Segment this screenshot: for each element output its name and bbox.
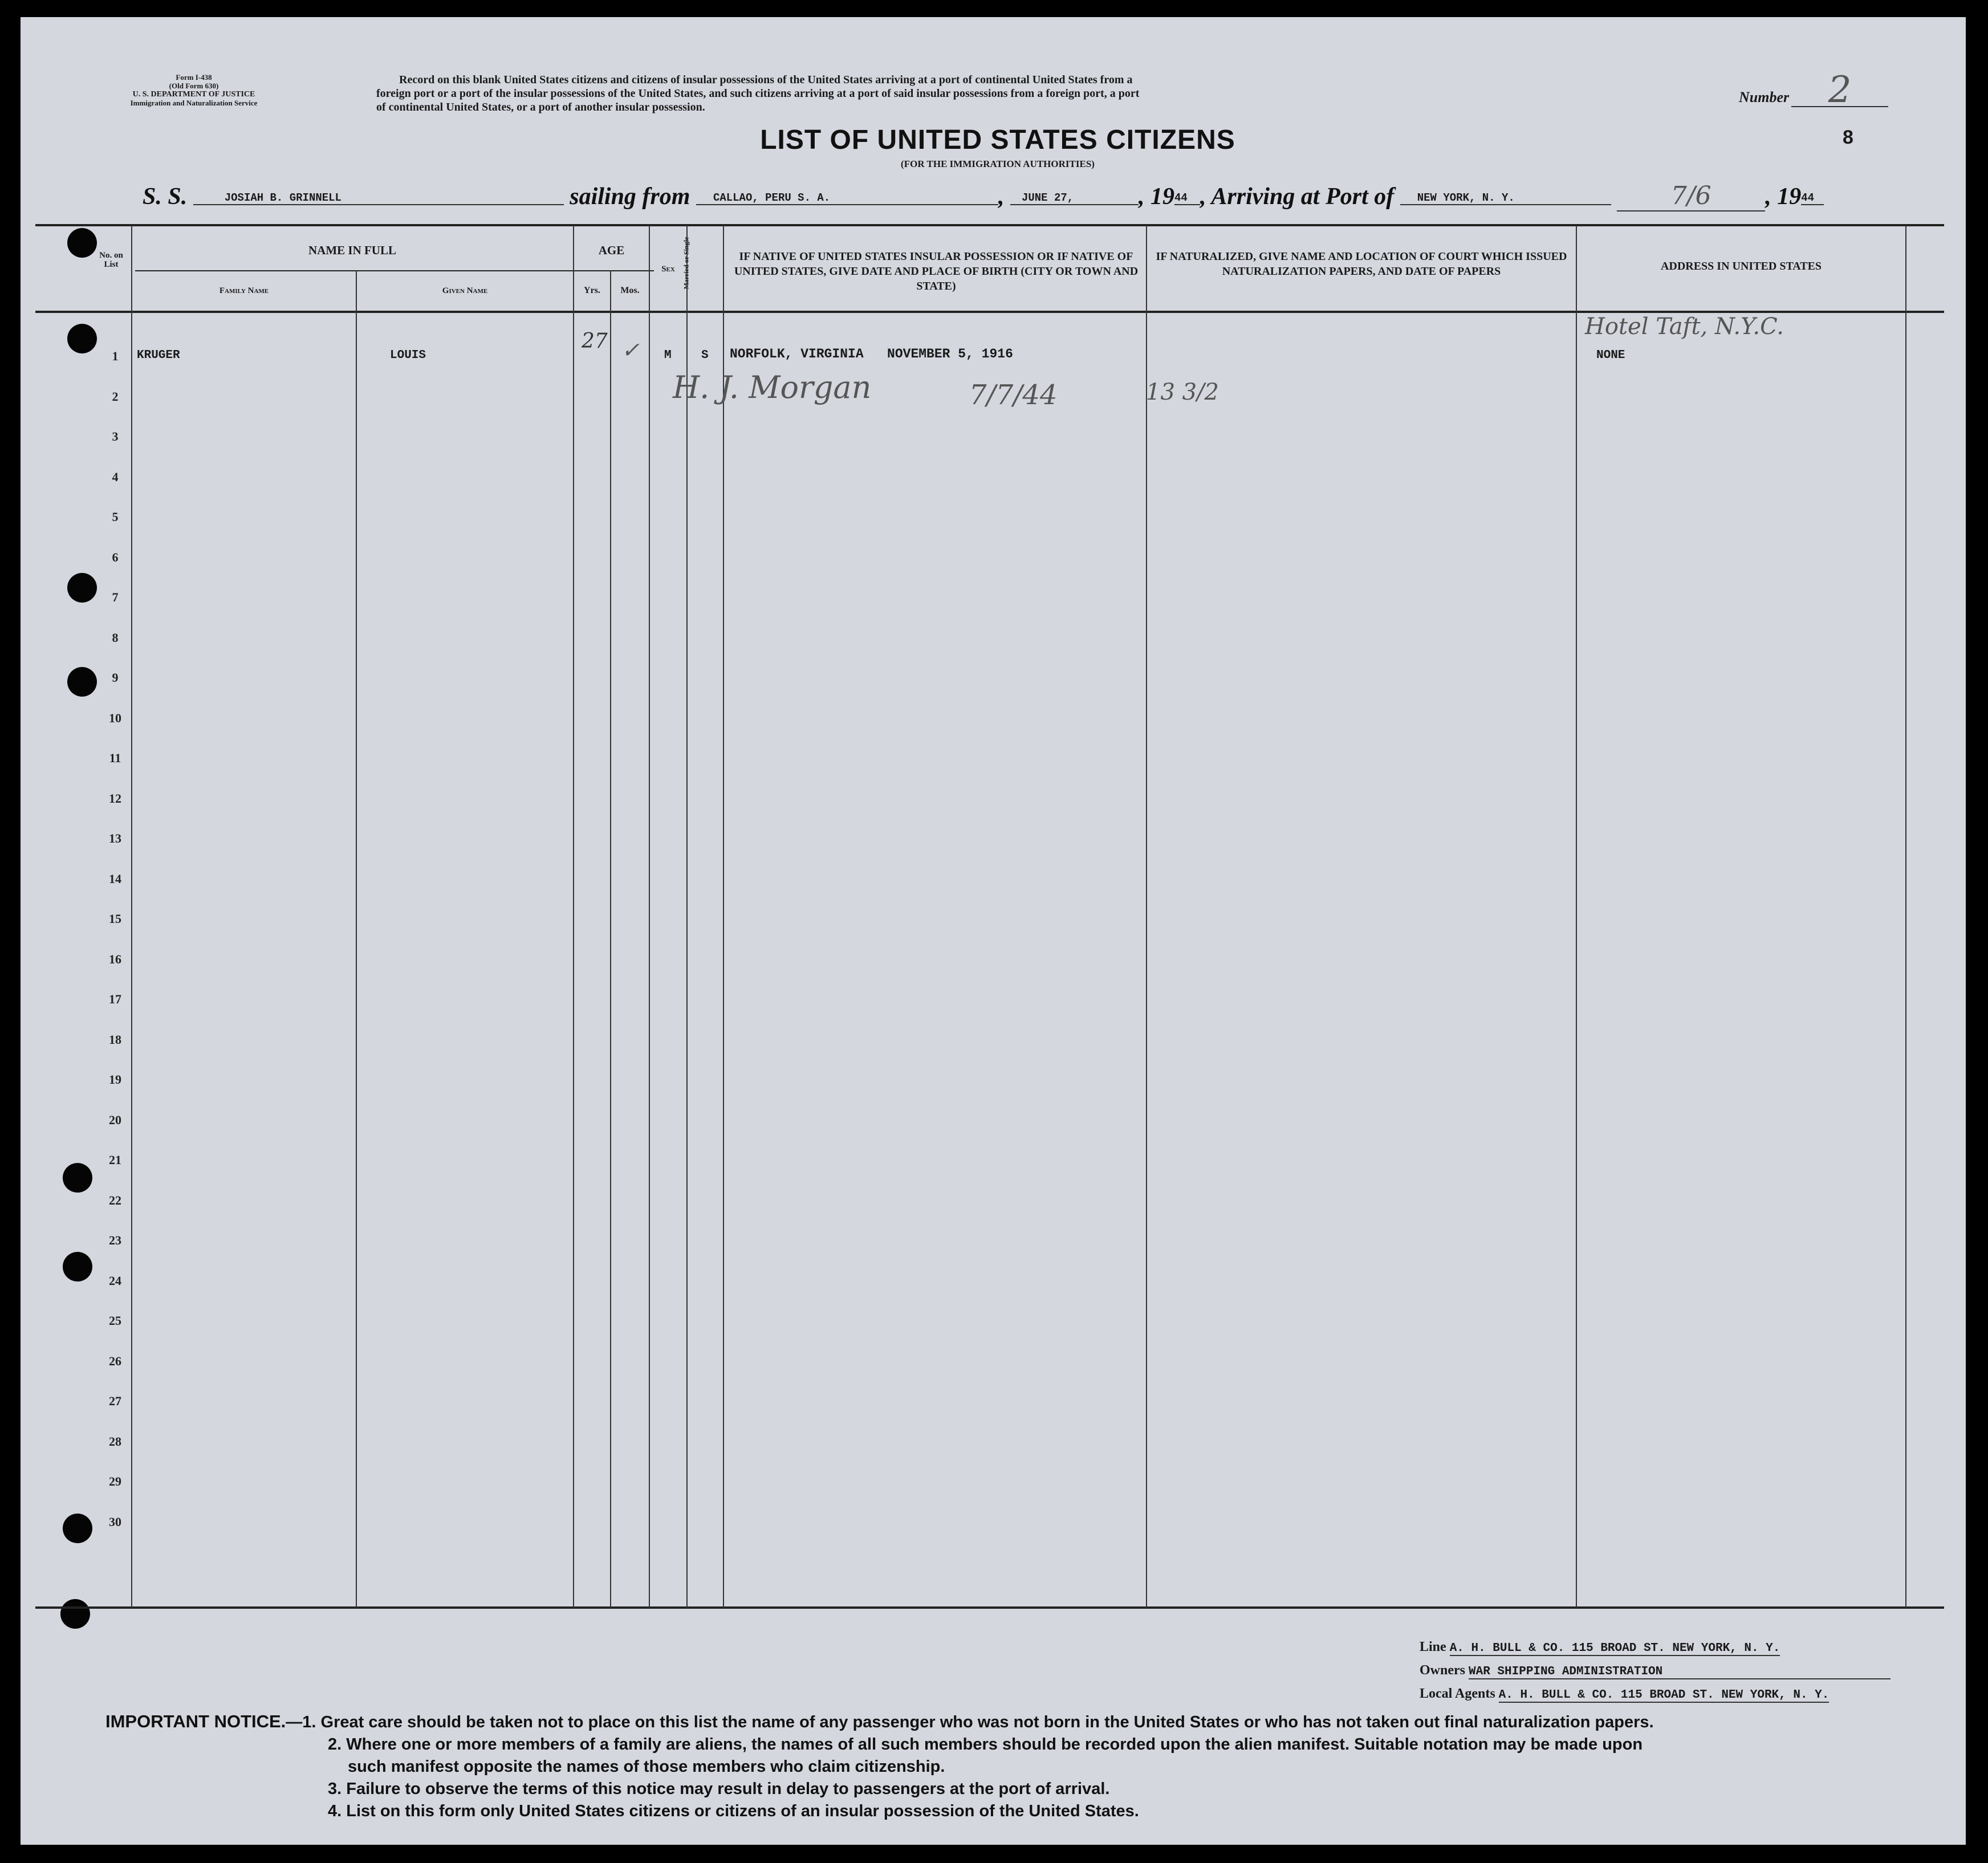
row-number: 9 [112, 670, 119, 685]
year-prefix-2: 19 [1777, 184, 1802, 210]
owners-label: Owners [1420, 1663, 1465, 1678]
entry-sex: M [664, 349, 672, 362]
row-number: 4 [112, 469, 119, 484]
sail-date: JUNE 27, [1010, 192, 1139, 205]
col-header-address: ADDRESS IN UNITED STATES [1660, 260, 1822, 272]
agents-value: A. H. BULL & CO. 115 BROAD ST. NEW YORK, N. Y. [1498, 1689, 1830, 1702]
ss-label: S. S. [143, 184, 188, 210]
row-number: 25 [109, 1313, 121, 1328]
punch-hole [60, 1599, 90, 1629]
table-top-border [35, 224, 1944, 226]
col-divider [1146, 225, 1147, 1608]
col-divider [686, 225, 688, 1608]
notice-item-1: —1. Great care should be taken not to place on this list the name of any passenger who was not born in the United States or who has not taken out final naturalization papers. [286, 1713, 1654, 1731]
footer-line [1420, 1640, 1933, 1655]
row-number: 12 [109, 791, 121, 806]
old-form-number: (Old Form 630) [169, 82, 219, 90]
page-mark: 8 [1843, 127, 1853, 148]
year-prefix: 19 [1150, 184, 1174, 210]
col-divider [356, 270, 357, 1608]
col-header-naturalized: IF NATURALIZED, GIVE NAME AND LOCATION OF COURT WHICH ISSUED NATURALIZATION PAPERS, AND DATE OF PAPERS [1156, 250, 1567, 278]
instruction-line: foreign port or a port of the insular possessions of the United States, and such citizens arriving at a port of said insular possessions from a foreign port, a port [376, 87, 1140, 100]
number-label: Number [1739, 89, 1790, 105]
sail-year: 44 [1174, 192, 1200, 205]
entry-address-handwritten: Hotel Taft, N.Y.C. [1585, 314, 1784, 340]
arriving-label: , Arriving at Port of [1200, 184, 1395, 210]
row-number: 21 [109, 1153, 121, 1167]
footer-local-agents [1420, 1686, 1933, 1702]
punch-hole [67, 324, 97, 353]
col-divider [1576, 225, 1577, 1608]
instruction-line: of continental United States, or a port of another insular possession. [376, 101, 705, 113]
punch-hole [67, 573, 97, 603]
row-number: 7 [112, 590, 119, 604]
col-header-family-name: Family Name [219, 286, 269, 295]
form-identifier [86, 73, 302, 107]
row-number: 5 [112, 510, 119, 524]
row-number: 24 [109, 1273, 121, 1288]
row-number: 10 [109, 710, 121, 725]
entry-family-name: KRUGER [137, 349, 180, 362]
row-number: 20 [109, 1112, 121, 1127]
department: U. S. DEPARTMENT OF JUSTICE [132, 90, 255, 99]
owners-value: WAR SHIPPING ADMINISTRATION [1469, 1665, 1891, 1679]
col-header-mos: Mos. [620, 286, 640, 295]
col-header-yrs: Yrs. [584, 286, 600, 295]
service: Immigration and Naturalization Service [130, 99, 258, 107]
entry-months-check: ✓ [621, 337, 640, 363]
row-number: 2 [112, 389, 119, 404]
number-value: 2 [1791, 74, 1888, 107]
row-number: 15 [109, 912, 121, 926]
line-label: Line [1420, 1640, 1446, 1654]
arrival-date: 7/6 [1617, 181, 1765, 211]
arrival-year: 44 [1801, 192, 1824, 205]
row-number: 1 [112, 349, 119, 363]
entry-birth-place-date: NORFOLK, VIRGINIA NOVEMBER 5, 1916 [730, 347, 1013, 361]
punch-hole [63, 1514, 92, 1543]
important-notice [105, 1710, 1941, 1823]
sailing-from-label: sailing from [570, 184, 690, 210]
row-number: 19 [109, 1072, 121, 1087]
col-header-name-in-full: NAME IN FULL [308, 243, 396, 257]
arrival-port: NEW YORK, N. Y. [1400, 192, 1611, 205]
row-number: 16 [109, 951, 121, 966]
from-port: CALLAO, PERU S. A. [696, 192, 998, 205]
row-number: 13 [109, 831, 121, 845]
row-number: 3 [112, 429, 119, 444]
col-header-given-name: Given Name [442, 286, 488, 295]
col-divider [723, 225, 724, 1608]
row-number: 28 [109, 1434, 121, 1449]
row-number: 18 [109, 1032, 121, 1047]
form-number: Form I-438 [176, 73, 212, 82]
col-header-age: AGE [598, 243, 625, 257]
entry-marital-status: S [701, 349, 709, 362]
col-divider [573, 225, 574, 1608]
notice-title: IMPORTANT NOTICE. [105, 1711, 286, 1731]
instructions [376, 73, 1631, 114]
col-divider [649, 225, 650, 1608]
row-number: 22 [109, 1193, 121, 1207]
punch-hole [67, 667, 97, 697]
list-number [1739, 69, 1921, 111]
row-number: 11 [109, 751, 121, 765]
entry-address: NONE [1596, 349, 1625, 362]
table-bottom-border [35, 1606, 1944, 1609]
col-header-married-single: Married or Single [682, 237, 690, 290]
page-title: LIST OF UNITED STATES CITIZENS [760, 125, 1235, 155]
col-header-no: No. on List [99, 251, 123, 269]
punch-hole [67, 228, 97, 258]
agents-label: Local Agents [1420, 1686, 1495, 1701]
inspector-signature: H. J. Morgan [673, 369, 872, 405]
entry-given-name: LOUIS [390, 349, 426, 362]
inspector-code: 13 3/2 [1146, 379, 1219, 405]
instruction-line: Record on this blank United States citizens and citizens of insular possessions of the United States arriving at a port of continental United States from a [399, 74, 1133, 86]
notice-item-2: 2. Where one or more members of a family are aliens, the names of all such members should be recorded upon the alien manifest. Suitable notation may be made upon [328, 1735, 1643, 1754]
row-number: 14 [109, 871, 121, 886]
row-number: 6 [112, 550, 119, 564]
row-number: 30 [109, 1514, 121, 1529]
row-number: 8 [112, 630, 119, 645]
name-header-divider [135, 270, 654, 271]
table-header-bottom [35, 311, 1944, 313]
notice-item-2-cont: such manifest opposite the names of those members who claim citizenship. [348, 1758, 945, 1776]
row-number: 26 [109, 1353, 121, 1368]
row-number: 23 [109, 1233, 121, 1247]
voyage-line: S. S. JOSIAH B. GRINNELL sailing from CALLAO, PERU S. A. , JUNE 27, , 1944 , Arriving at Port of NEW YORK, N. Y. 7/6 , 1944 [143, 181, 1881, 210]
col-divider [610, 270, 611, 1608]
notice-line-1 [105, 1710, 1941, 1734]
row-number: 17 [109, 992, 121, 1006]
col-header-sex: Sex [661, 265, 675, 274]
notice-item-4: 4. List on this form only United States citizens or citizens of an insular possession of the United States. [328, 1802, 1139, 1820]
footer-owners [1420, 1663, 1933, 1679]
punch-hole [63, 1252, 92, 1282]
page-subtitle: (FOR THE IMMIGRATION AUTHORITIES) [901, 158, 1095, 169]
notice-item-3: 3. Failure to observe the terms of this notice may result in delay to passengers at the port of arrival. [328, 1780, 1110, 1798]
entry-age-years: 27 [582, 330, 608, 353]
line-value: A. H. BULL & CO. 115 BROAD ST. NEW YORK, N. Y. [1449, 1642, 1780, 1655]
row-number: 27 [109, 1394, 121, 1408]
punch-hole [63, 1163, 92, 1193]
row-number: 29 [109, 1474, 121, 1488]
ship-name: JOSIAH B. GRINNELL [193, 192, 564, 205]
col-divider [1905, 225, 1906, 1608]
inspector-date: 7/7/44 [969, 379, 1058, 411]
col-header-birth: IF NATIVE OF UNITED STATES INSULAR POSSESSION OR IF NATIVE OF UNITED STATES, GIVE DATE AND PLACE OF BIRTH (CITY OR TOWN AND STATE) [734, 250, 1139, 292]
